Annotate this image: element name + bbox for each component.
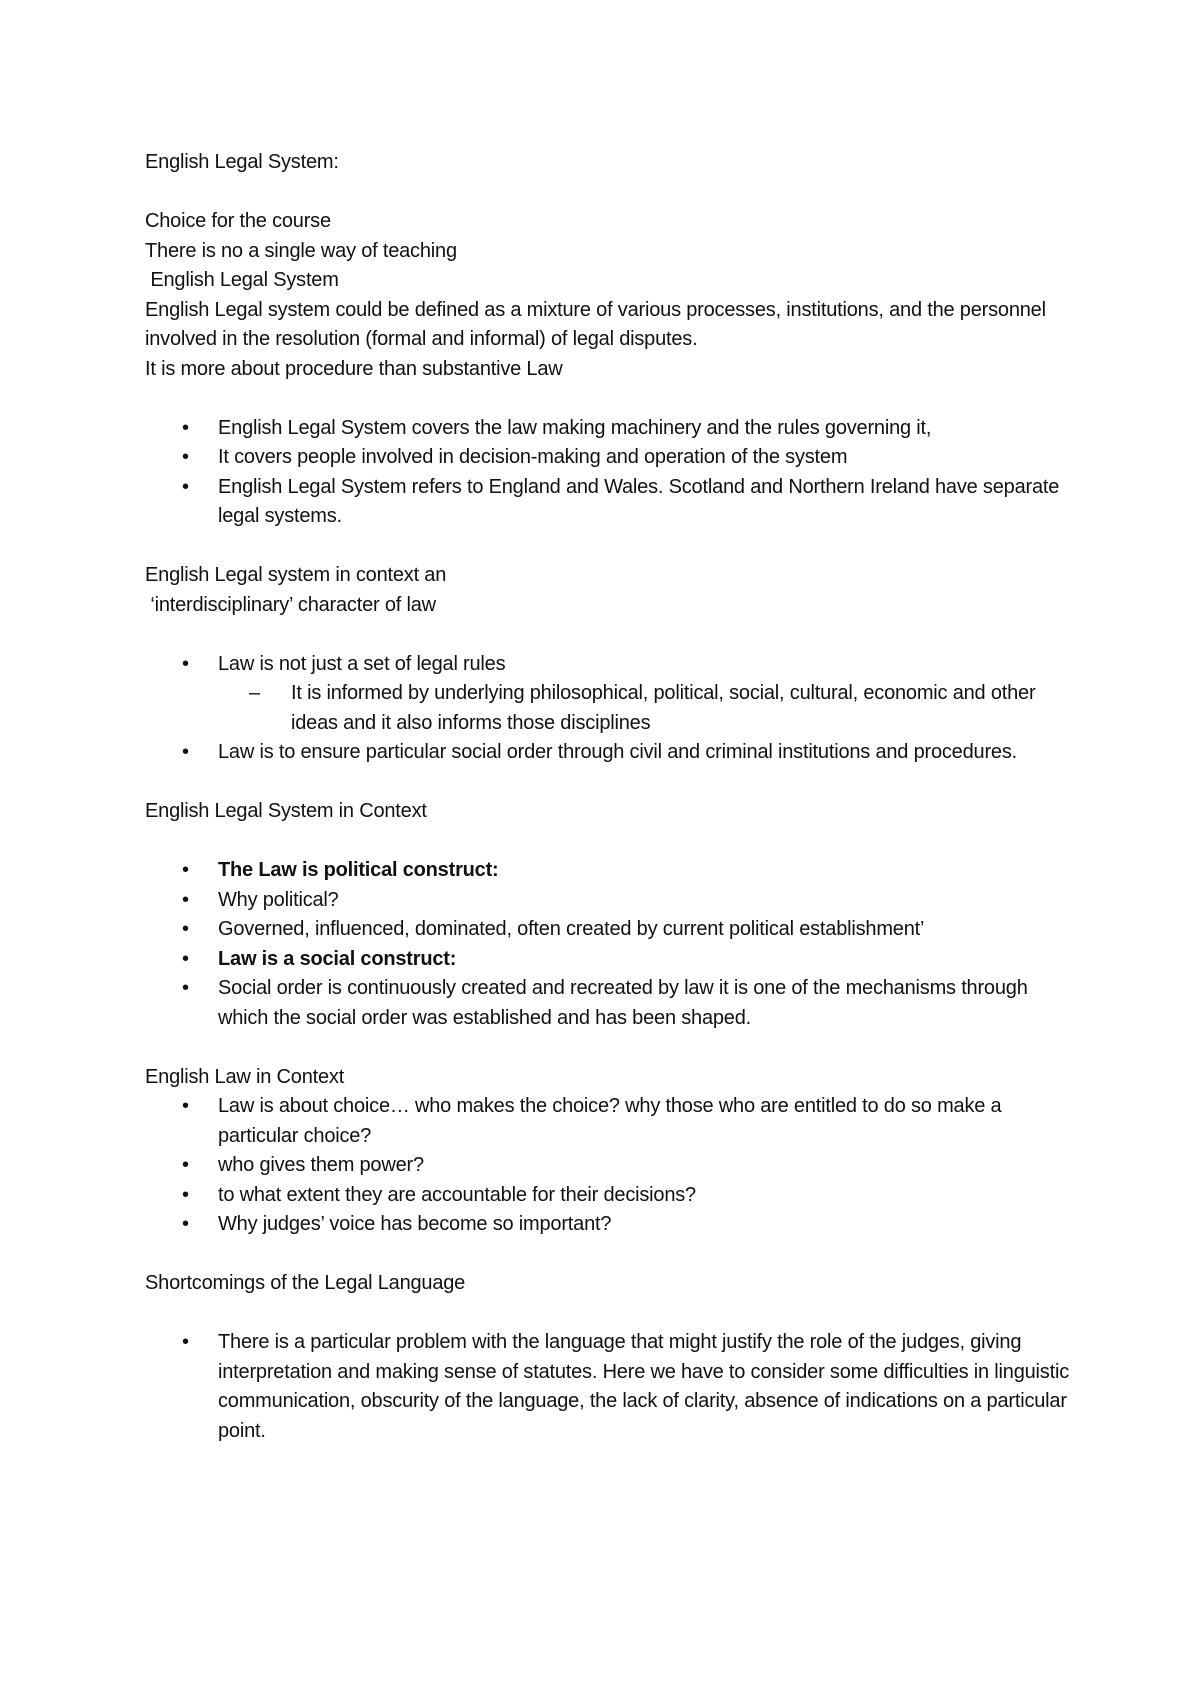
list-item [145,886,1075,916]
sub-list-item [145,679,1075,738]
bullet-icon: • [182,741,189,763]
bullet-icon: • [182,947,189,970]
bullet-icon: • [182,1095,189,1117]
list-item [145,738,1075,768]
context-heading-line-2: ‘interdisciplinary’ character of law [145,593,436,616]
list-item-text: English Legal System covers the law making machinery and the rules governing it, [218,416,932,439]
list-item-text: Law is a social construct: [218,947,457,970]
list-item-text: to what extent they are accountable for their decisions? [218,1183,696,1206]
list-item-text: who gives them power? [218,1154,424,1176]
list-item [145,1181,1075,1211]
list-item [145,1092,1075,1151]
list-item-text: There is a particular problem with the language that might justify the role of the judges, giving interpretation and making sense of statutes. Here we have to consider some difficulties in linguistic communication, obscurity of the language, the lack of clarity, absence of indications on a particular point. [218,1331,1070,1442]
document-page [145,148,1075,1446]
list-item [145,945,1075,975]
bullet-list-scope [145,414,1075,532]
list-item [145,650,1075,739]
spacer [145,384,1075,414]
list-item-text: Social order is continuously created and recreated by law it is one of the mechanisms through which the social order was established and has been shaped. [218,977,1028,1029]
bullet-icon: • [182,1213,189,1235]
list-item [145,915,1075,945]
bullet-icon: • [182,918,189,940]
spacer [145,620,1075,650]
intro-line-els: English Legal System [145,269,339,291]
list-item [145,1328,1075,1446]
spacer [145,178,1075,208]
list-item-text: English Legal System refers to England and Wales. Scotland and Northern Ireland have separate legal systems. [218,475,1060,527]
bullet-icon: • [182,652,189,675]
bullet-list-interdisciplinary [145,650,1075,768]
sub-list [145,679,1075,738]
context-heading-line-1: English Legal system in context an [145,564,447,586]
spacer [145,827,1075,857]
bullet-icon: • [182,888,189,911]
bullet-list-choice [145,1092,1075,1240]
bullet-icon: • [182,859,189,881]
intro-definition: English Legal system could be defined as a mixture of various processes, institutions, and the personnel involved in the resolution (formal and informal) of legal disputes. [145,298,1052,350]
list-item-text: Why political? [218,888,339,911]
bullet-icon: • [182,977,189,999]
list-item [145,443,1075,473]
intro-line-no-single-way: There is no a single way of teaching [145,239,457,262]
list-item [145,473,1075,532]
list-item [145,414,1075,444]
list-item-text: Law is to ensure particular social order through civil and criminal institutions and procedures. [218,741,1017,763]
list-item-text: Governed, influenced, dominated, often created by current political establishment’ [218,918,925,940]
bullet-icon: • [182,446,189,468]
bullet-icon: • [182,1183,189,1206]
spacer [145,532,1075,562]
intro-procedure: It is more about procedure than substantive Law [145,357,563,380]
bullet-list-shortcomings [145,1328,1075,1446]
bullet-icon: • [182,475,189,498]
section-heading-english-law: English Law in Context [145,1065,345,1088]
sub-list-item-text: It is informed by underlying philosophical, political, social, cultural, economic and other ideas and it also informs those disciplines [291,682,1036,734]
list-item-text: Law is not just a set of legal rules [218,652,506,675]
list-item [145,1210,1075,1240]
section-heading-political: English Legal System in Context [145,800,427,822]
list-item-text: Why judges’ voice has become so important? [218,1213,612,1235]
document-title: English Legal System: [145,151,339,173]
list-item [145,974,1075,1033]
spacer [145,1033,1075,1063]
list-item [145,856,1075,886]
spacer [145,1240,1075,1270]
dash-icon: – [249,682,260,704]
section-heading-shortcomings: Shortcomings of the Legal Language [145,1272,466,1294]
bullet-icon: • [182,1331,189,1353]
list-item-text: Law is about choice… who makes the choice? why those who are entitled to do so make a particular choice? [218,1095,1002,1147]
list-item-text: It covers people involved in decision-making and operation of the system [218,446,848,468]
bullet-icon: • [182,1154,189,1176]
list-item-text: The Law is political construct: [218,859,499,881]
intro-line-choice: Choice for the course [145,210,331,232]
bullet-icon: • [182,416,189,439]
spacer [145,1299,1075,1329]
spacer [145,768,1075,798]
list-item [145,1151,1075,1181]
bullet-list-political [145,856,1075,1033]
